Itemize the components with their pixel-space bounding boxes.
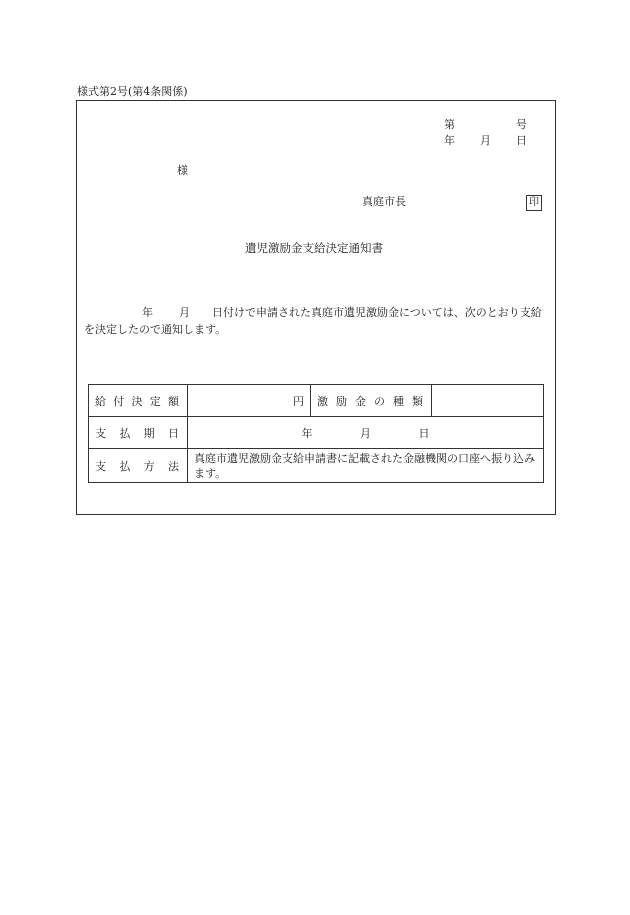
- seal-mark: 印: [526, 195, 542, 211]
- payment-day: 日: [418, 426, 430, 440]
- doc-number-prefix: 第: [444, 118, 455, 131]
- table-row: [89, 417, 544, 449]
- form-number-label: 様式第2号(第4条関係): [77, 85, 188, 98]
- type-value: [432, 385, 544, 417]
- type-label: 激励金の種類: [311, 385, 432, 417]
- amount-label: 給付決定額: [89, 385, 188, 417]
- body-year: 年: [142, 306, 153, 319]
- issuer-name: 真庭市長: [362, 195, 406, 208]
- payment-year: 年: [301, 426, 313, 440]
- document-title: 遺児激励金支給決定通知書: [245, 241, 383, 255]
- addressee-suffix: 様: [177, 164, 188, 177]
- doc-date-day: 日: [516, 134, 527, 147]
- payment-info-table: [88, 384, 544, 483]
- payment-date-value: [188, 417, 544, 449]
- payment-method-label: 支払方法: [89, 449, 188, 483]
- amount-value: 円: [188, 385, 311, 417]
- doc-number-suffix: 号: [516, 118, 527, 131]
- body-month: 月: [179, 306, 190, 319]
- notice-body: [84, 304, 552, 338]
- payment-date-label: 支払期日: [89, 417, 188, 449]
- payment-month: 月: [360, 426, 371, 440]
- body-text: 日付けで申請された真庭市遺児激励金については、次のとおり支給を決定したので通知します。: [84, 306, 542, 336]
- payment-method-value: 真庭市遺児激励金支給申請書に記載された金融機関の口座へ振り込みます。: [188, 449, 544, 483]
- doc-date-month: 月: [480, 134, 491, 147]
- doc-date-year: 年: [444, 134, 455, 147]
- table-row: [89, 449, 544, 483]
- table-row: [89, 385, 544, 417]
